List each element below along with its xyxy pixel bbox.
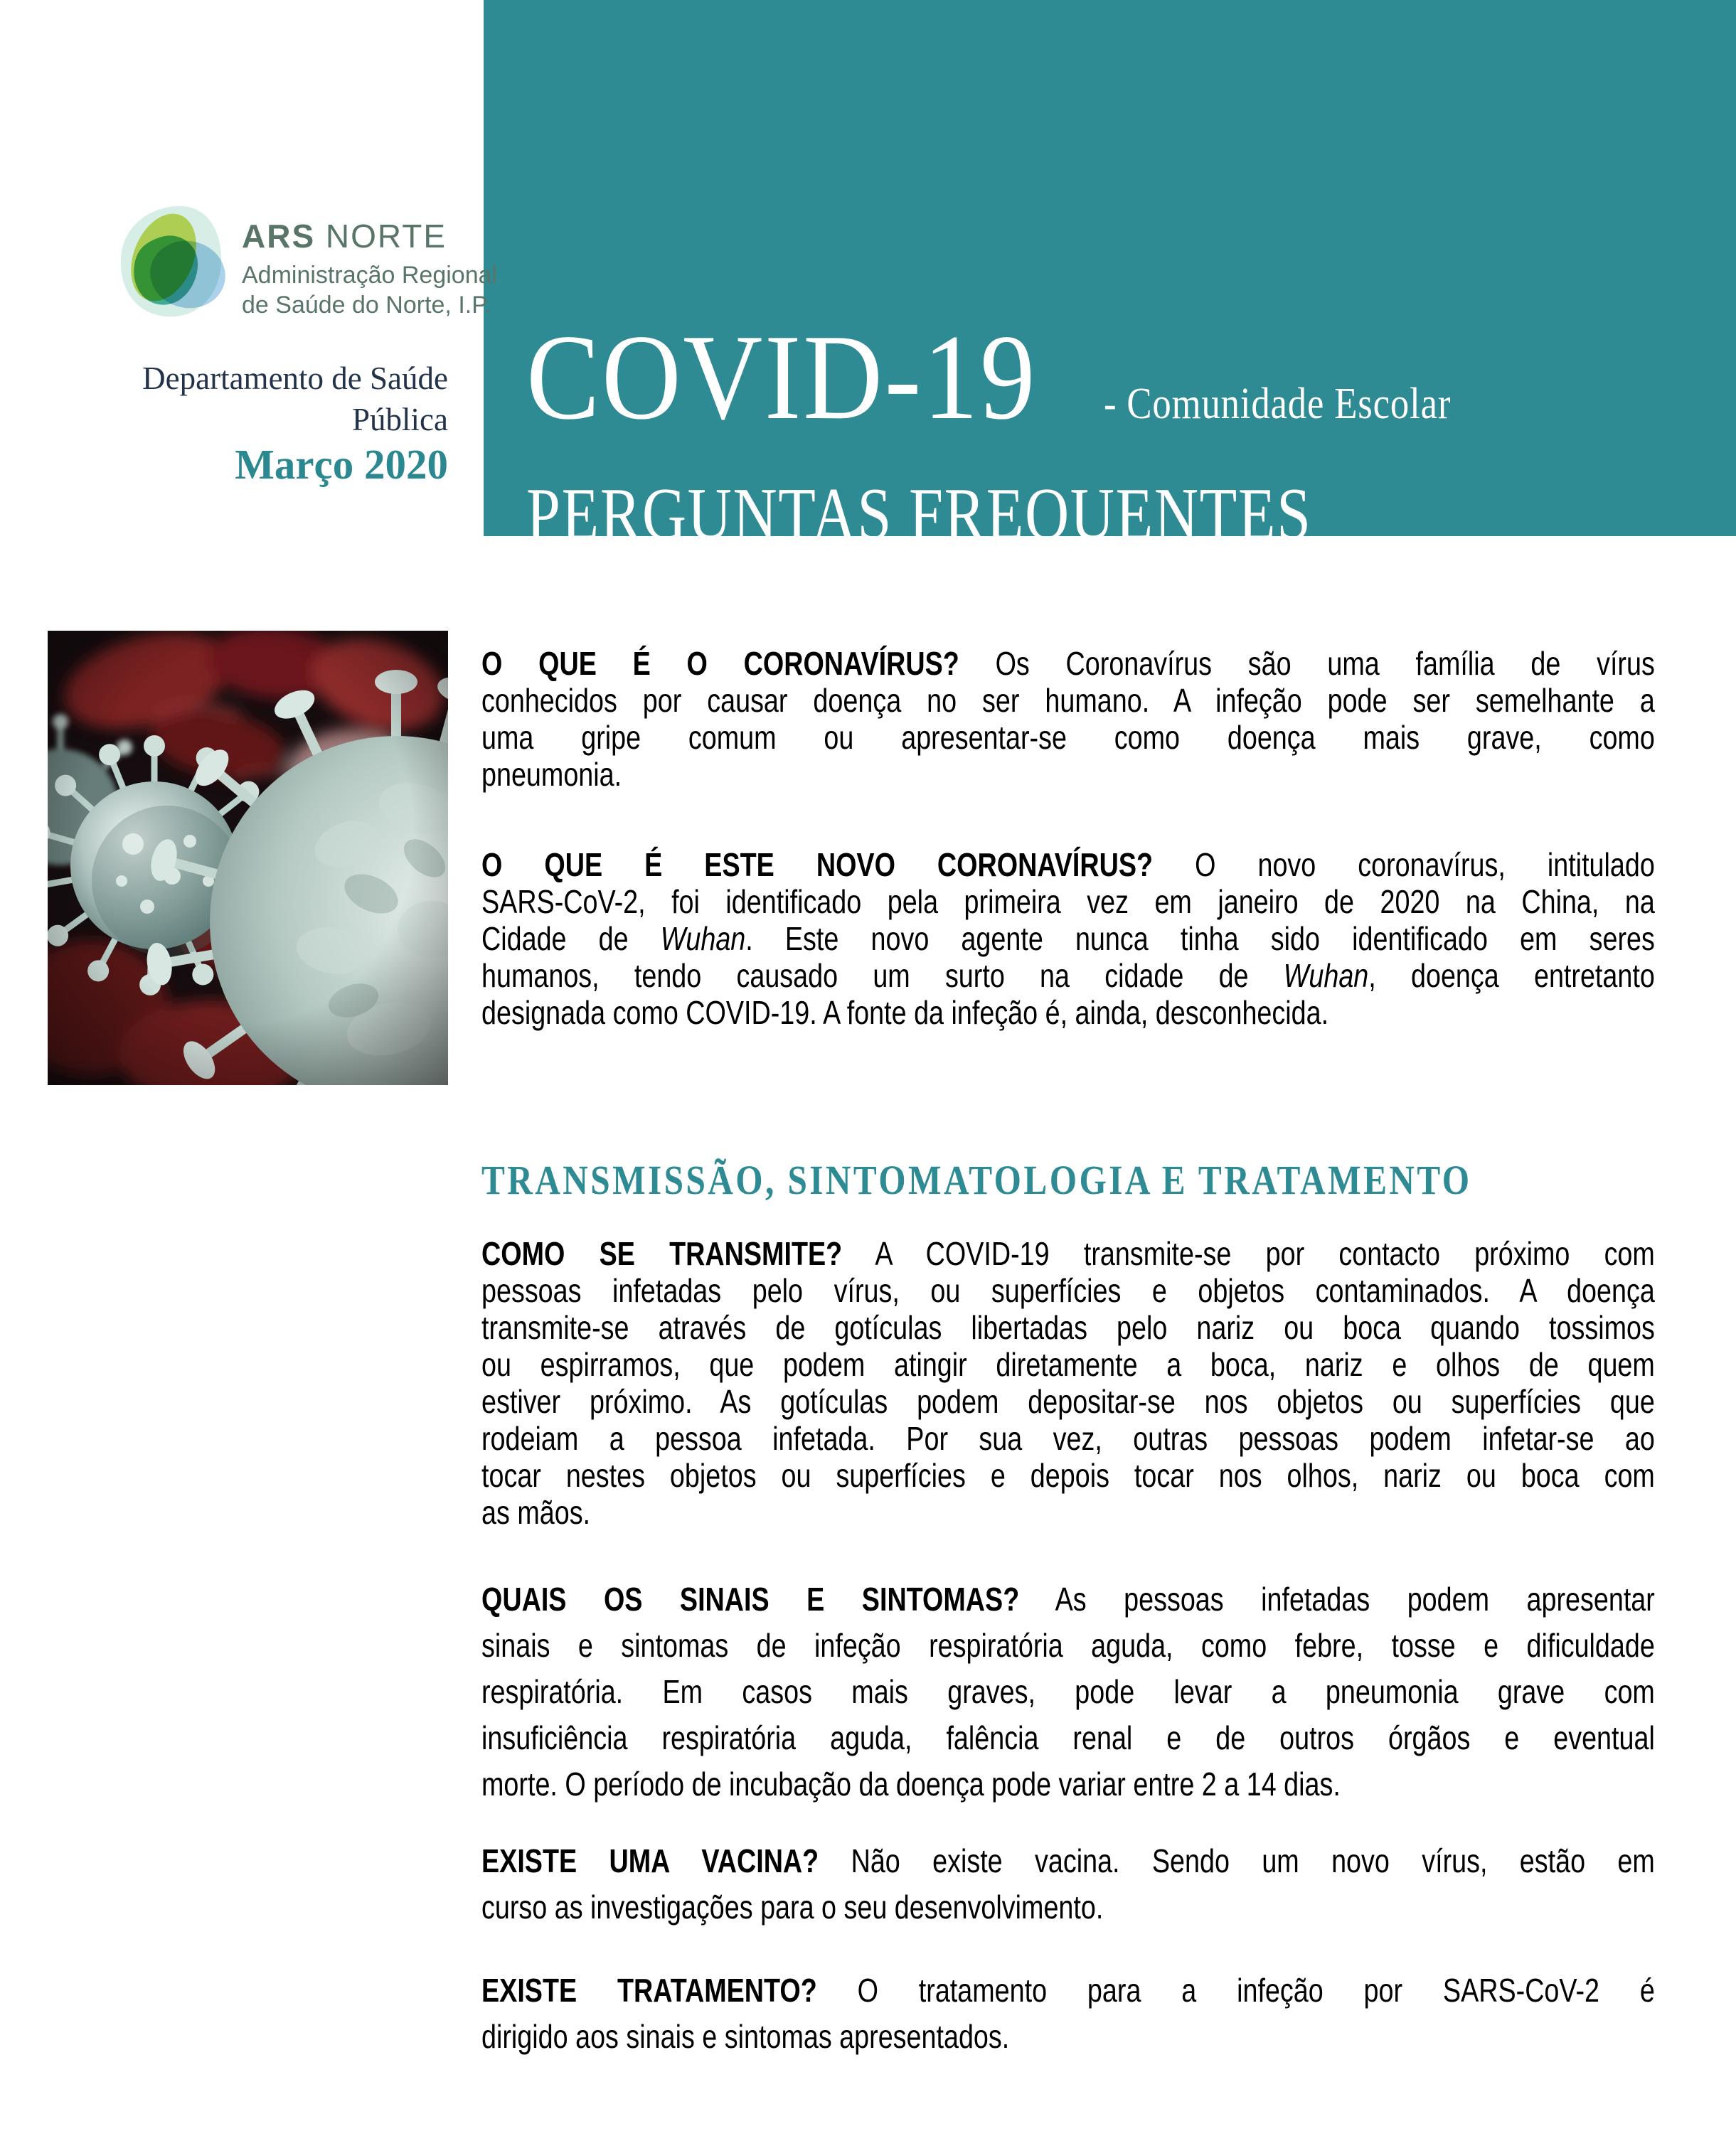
text-line xyxy=(481,994,1655,1031)
text-line xyxy=(481,1420,1655,1457)
text-segment: transmite-se através de gotículas libertadas pelo nariz ou boca quando tossimos xyxy=(481,1309,1655,1346)
text-line xyxy=(481,1346,1655,1383)
page-subtitle: - Comunidade Escolar xyxy=(1103,380,1452,428)
section-heading: TRANSMISSÃO, SINTOMATOLOGIA E TRATAMENTO xyxy=(481,1157,1472,1203)
paragraph-vaccine xyxy=(481,1838,1655,1931)
text-segment: morte. O período de incubação da doença pode variar entre 2 a 14 dias. xyxy=(481,1766,1341,1803)
header-banner xyxy=(484,0,1736,555)
paragraph-what-is-coronavirus xyxy=(481,645,1655,793)
logo-text-block xyxy=(242,218,497,320)
banner-title-line xyxy=(526,310,1512,472)
text-segment: Wuhan xyxy=(1283,957,1369,994)
text-segment: Wuhan xyxy=(660,920,746,957)
text-line xyxy=(481,1968,1655,2014)
text-segment: pneumonia. xyxy=(481,756,622,793)
paragraph-treatment xyxy=(481,1968,1655,2060)
text-line xyxy=(481,846,1655,883)
text-segment: pessoas infetadas pelo vírus, ou superfícies e objetos contaminados. A doença xyxy=(481,1272,1655,1309)
text-segment: rodeiam a pessoa infetada. Por sua vez, outras pessoas podem infetar-se ao xyxy=(481,1420,1655,1457)
banner-second-line: PERGUNTAS FREQUENTES xyxy=(526,472,1312,555)
text-line xyxy=(481,1383,1655,1420)
text-line xyxy=(481,1309,1655,1346)
text-segment: estiver próximo. As gotículas podem depositar-se nos objetos ou superfícies que xyxy=(481,1383,1655,1420)
department-label xyxy=(57,358,448,440)
paragraph-how-it-spreads xyxy=(481,1235,1655,1531)
text-segment: . Este novo agente nunca tinha sido identificado em seres xyxy=(745,920,1655,957)
text-segment: A COVID-19 transmite-se por contacto próximo com xyxy=(842,1235,1655,1272)
text-segment: As pessoas infetadas podem apresentar xyxy=(1019,1581,1655,1618)
text-line xyxy=(481,1235,1655,1272)
text-line xyxy=(481,1715,1655,1761)
text-segment: , doença entretanto xyxy=(1368,957,1655,994)
text-line xyxy=(481,1623,1655,1669)
issue-date: Março 2020 xyxy=(235,441,448,488)
org-name xyxy=(242,218,497,255)
text-line xyxy=(481,1669,1655,1715)
paragraph-signs-and-symptoms xyxy=(481,1576,1655,1808)
text-segment: designada como COVID-19. A fonte da infeção é, ainda, desconhecida. xyxy=(481,994,1329,1031)
text-segment: tocar nestes objetos ou superfícies e depois tocar nos olhos, nariz ou boca com xyxy=(481,1457,1655,1494)
text-segment: O tratamento para a infeção por SARS-CoV-2 é xyxy=(816,1972,1655,2009)
paragraph-heading: EXISTE UMA VACINA? xyxy=(481,1842,819,1879)
paragraph-heading: EXISTE TRATAMENTO? xyxy=(481,1972,817,2009)
text-line xyxy=(481,1576,1655,1623)
text-segment: uma gripe comum ou apresentar-se como doença mais grave, como xyxy=(481,719,1655,756)
text-line xyxy=(481,920,1655,957)
text-segment: conhecidos por causar doença no ser humano. A infeção pode ser semelhante a xyxy=(481,682,1655,719)
org-subtitle-line2: de Saúde do Norte, I.P. xyxy=(242,292,491,319)
paragraph-heading: O QUE É ESTE NOVO CORONAVÍRUS? xyxy=(481,846,1154,883)
ars-norte-logo-icon xyxy=(114,201,228,323)
page-title: COVID-19 xyxy=(526,310,1038,445)
text-segment: respiratória. Em casos mais graves, pode levar a pneumonia grave com xyxy=(481,1673,1655,1710)
org-subtitle xyxy=(242,260,497,320)
paragraph-what-is-new-coronavirus xyxy=(481,846,1655,1031)
org-subtitle-line1: Administração Regional xyxy=(242,262,498,289)
virus-illustration-image xyxy=(48,631,448,1085)
department-line2: Pública xyxy=(352,402,448,437)
department-line1: Departamento de Saúde xyxy=(142,361,448,396)
text-segment: Cidade de xyxy=(481,920,661,957)
text-line xyxy=(481,2014,1655,2060)
text-segment: dirigido aos sinais e sintomas apresentados. xyxy=(481,2018,1010,2055)
text-line xyxy=(481,1761,1655,1808)
text-line xyxy=(481,957,1655,994)
text-segment: insuficiência respiratória aguda, falência renal e de outros órgãos e eventual xyxy=(481,1719,1655,1756)
org-name-bold: ARS xyxy=(242,218,316,255)
text-line xyxy=(481,1457,1655,1494)
paragraph-heading: COMO SE TRANSMITE? xyxy=(481,1235,843,1272)
text-segment: Não existe vacina. Sendo um novo vírus, estão em xyxy=(819,1842,1655,1879)
banner-text-block xyxy=(526,310,1512,555)
text-segment: O novo coronavírus, intitulado xyxy=(1153,846,1655,883)
org-name-rest: NORTE xyxy=(315,218,447,255)
text-segment: humanos, tendo causado um surto na cidade de xyxy=(481,957,1284,994)
paragraph-heading: QUAIS OS SINAIS E SINTOMAS? xyxy=(481,1581,1020,1618)
text-line xyxy=(481,756,1655,793)
text-segment: curso as investigações para o seu desenvolvimento. xyxy=(481,1889,1104,1926)
text-line xyxy=(481,645,1655,682)
text-segment: ou espirramos, que podem atingir diretamente a boca, nariz e olhos de quem xyxy=(481,1346,1655,1383)
text-line xyxy=(481,1494,1655,1531)
paragraph-heading: O QUE É O CORONAVÍRUS? xyxy=(481,645,959,682)
text-line xyxy=(481,1272,1655,1309)
text-segment: sinais e sintomas de infeção respiratória aguda, como febre, tosse e dificuldade xyxy=(481,1627,1655,1664)
text-segment: Os Coronavírus são uma família de vírus xyxy=(959,645,1655,682)
text-line xyxy=(481,719,1655,756)
text-segment: SARS-CoV-2, foi identificado pela primeira vez em janeiro de 2020 na China, na xyxy=(481,883,1655,920)
text-line xyxy=(481,682,1655,719)
text-line xyxy=(481,883,1655,920)
text-line xyxy=(481,1884,1655,1931)
text-segment: as mãos. xyxy=(481,1494,591,1531)
text-line xyxy=(481,1838,1655,1884)
